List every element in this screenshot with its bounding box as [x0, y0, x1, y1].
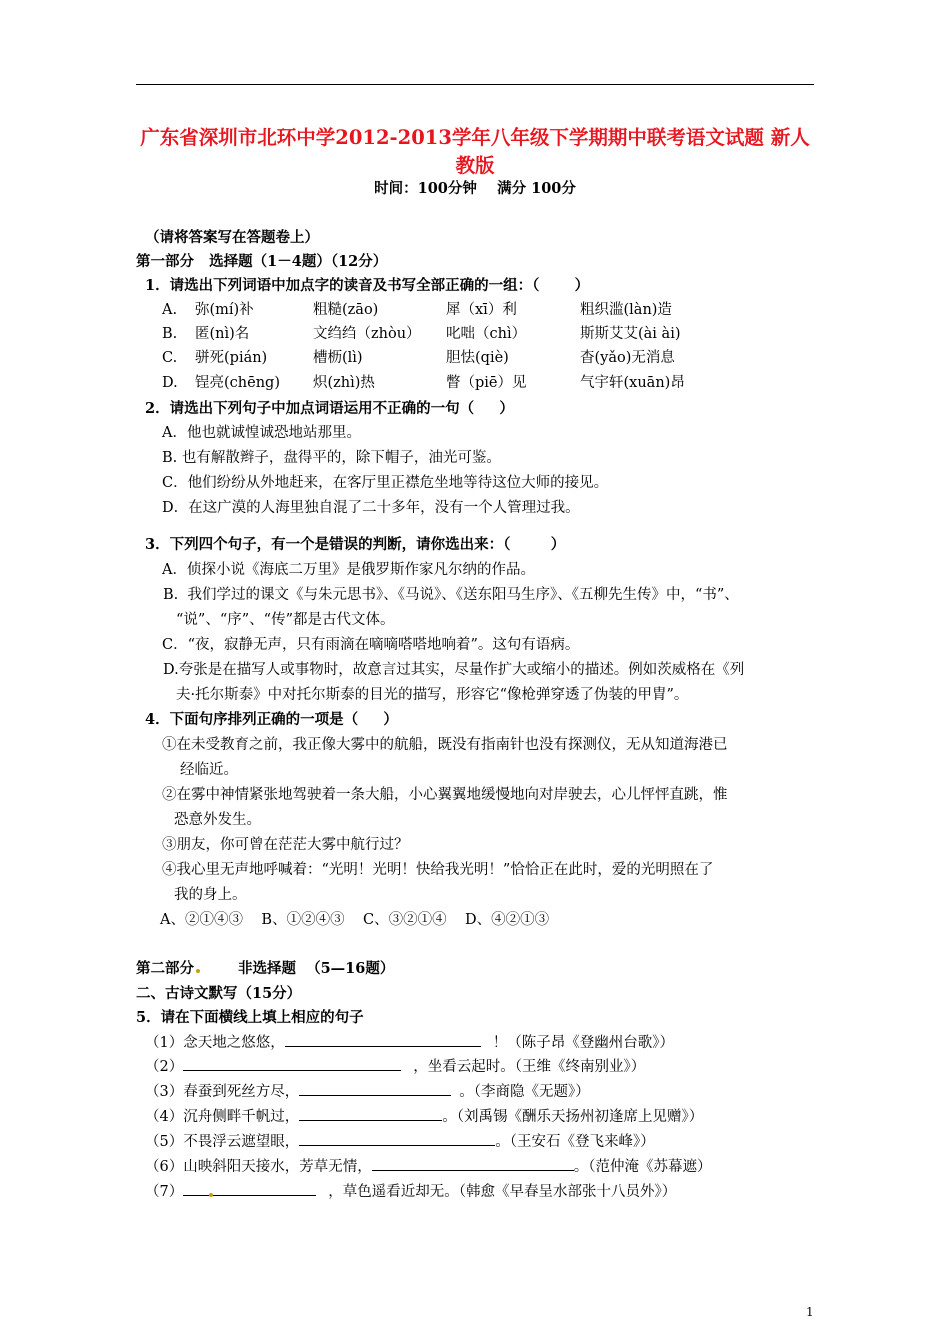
section-heading: 二、古诗文默写（15分）: [136, 985, 302, 1002]
answer-blank-3[interactable]: [299, 1082, 451, 1096]
q1-a-2: 粗糙(zāo): [313, 302, 379, 318]
q5-item-3: [145, 1082, 590, 1102]
part1-heading: 第一部分 选择题（1－4题）（12分）: [136, 253, 388, 270]
q5-item-1: [145, 1033, 674, 1053]
q5-item-7: [145, 1182, 676, 1202]
q1-letter-d: D.: [162, 375, 178, 391]
q5-item-6-prompt: （6）山映斜阳天接水，芳草无情，: [145, 1159, 372, 1175]
q2-option-b: B. 也有解散辫子，盘得平的，除下帽子，油光可鉴。: [162, 450, 501, 466]
q1-c-1: 骈死(pián): [195, 350, 268, 366]
q1-letter-c: C.: [162, 350, 178, 366]
q5-item-4: [145, 1107, 703, 1127]
q4-sentence-2-line1: ②在雾中神情紧张地驾驶着一条大船，小心翼翼地缓慢地向对岸驶去，心儿怦怦直跳，惟: [162, 787, 728, 803]
q5-item-7-source: ，草色遥看近却无。（韩愈《早春呈水部张十八员外》）: [328, 1184, 677, 1200]
q3-option-d-line2: 夫·托尔斯泰》中对托尔斯泰的目光的描写，形容它“像枪弹穿透了伪装的甲胄”。: [176, 687, 689, 703]
q5-item-3-prompt: （3）春蚕到死丝方尽，: [145, 1084, 300, 1100]
q1-a-1: 弥(mí)补: [195, 302, 254, 318]
q4-sentence-4-line2: 我的身上。: [174, 887, 247, 903]
q5-item-2-prompt: （2）: [145, 1059, 184, 1075]
stray-dot: [196, 969, 200, 973]
q2-option-c: C．他们纷纷从外地赶来，在客厅里正襟危坐地等待这位大师的接见。: [162, 475, 609, 491]
q4-sentence-3: ③朋友，你可曾在茫茫大雾中航行过？: [162, 837, 409, 853]
q1-c-4: 杳(yǎo)无消息: [580, 350, 675, 366]
q5-item-5-prompt: （5）不畏浮云遮望眼，: [145, 1134, 300, 1150]
q3-option-c: C．“夜，寂静无声，只有雨滴在嘀嘀嗒嗒地响着”。这句有语病。: [162, 637, 580, 653]
q1-b-4: 斯斯艾艾(ài ài): [580, 326, 681, 342]
q1-d-4: 气宇轩(xuān)昂: [580, 375, 685, 391]
answer-blank-2[interactable]: [183, 1057, 401, 1071]
answer-blank-5[interactable]: [299, 1132, 495, 1146]
q1-d-3: 瞥（piē）见: [446, 375, 527, 391]
answer-blank-7[interactable]: [183, 1182, 316, 1196]
q2-option-d: D．在这广漠的人海里独自混了二十多年，没有一个人管理过我。: [162, 500, 580, 516]
q1-a-4: 粗织滥(làn)造: [580, 302, 672, 318]
page-number: 1: [806, 1305, 814, 1319]
answer-blank-4[interactable]: [299, 1107, 442, 1121]
q1-b-2: 文绉绉（zhòu）: [313, 326, 421, 342]
time-info: 时间：100分钟 满分 100分: [374, 180, 576, 197]
instructions: （请将答案写在答题卷上）: [145, 229, 319, 246]
q1-b-3: 叱咄（chì）: [446, 326, 527, 342]
answer-blank-6[interactable]: [372, 1157, 574, 1171]
part2-heading: [136, 959, 394, 979]
q1-b-1: 匿(nì)名: [195, 326, 250, 342]
part2-heading-subtitle: 非选择题 （5—16题）: [238, 960, 395, 977]
q5-item-1-source: ！（陈子昂《登幽州台歌》）: [492, 1035, 674, 1051]
q3-option-b-line2: “说”、“序”、“传”都是古代文体。: [176, 612, 395, 628]
answer-blank-1[interactable]: [285, 1033, 481, 1047]
q1-stem: 1．请选出下列词语中加点字的读音及书写全部正确的一组：（ ）: [145, 277, 590, 294]
top-rule: [136, 84, 814, 85]
q3-stem: 3．下列四个句子，有一个是错误的判断，请你选出来：（ ）: [145, 536, 566, 553]
q5-item-6: [145, 1157, 711, 1177]
q1-c-2: 槽枥(lì): [313, 350, 363, 366]
part2-heading-label: 第二部分: [136, 960, 194, 977]
q2-option-a: A．他也就诚惶诚恐地站那里。: [162, 425, 361, 441]
q3-option-a: A．侦探小说《海底二万里》是俄罗斯作家凡尔纳的作品。: [162, 562, 535, 578]
q5-item-3-source: 。（李商隐《无题》）: [459, 1084, 590, 1100]
q5-item-2: [145, 1057, 645, 1077]
q1-a-3: 犀（xī）利: [446, 302, 517, 318]
q5-item-5-source: 。（王安石《登飞来峰》）: [495, 1134, 655, 1150]
q4-sentence-4-line1: ④我心里无声地呼喊着：“光明！光明！快给我光明！”恰恰正在此时，爱的光明照在了: [162, 862, 714, 878]
q4-sentence-2-line2: 恐意外发生。: [174, 812, 261, 828]
stray-dot-2: [209, 1193, 213, 1197]
exam-title: 广东省深圳市北环中学2012-2013学年八年级下学期期中联考语文试题 新人教版: [140, 126, 810, 177]
q4-stem: 4．下面句序排列正确的一项是（ ）: [145, 711, 398, 728]
q1-letter-b: B.: [162, 326, 178, 342]
q4-sentence-1-line1: ①在未受教育之前，我正像大雾中的航船，既没有指南针也没有探测仪，无从知道海港已: [162, 737, 728, 753]
q1-d-2: 炽(zhì)热: [313, 375, 375, 391]
q5-item-1-prompt: （1）念天地之悠悠，: [145, 1035, 285, 1051]
q5-item-7-prompt: （7）: [145, 1184, 184, 1200]
q3-option-d-line1: D.夸张是在描写人或事物时，故意言过其实，尽量作扩大或缩小的描述。例如茨威格在《列: [163, 662, 745, 678]
q1-d-1: 锃亮(chēng): [195, 375, 280, 391]
q5-item-4-source: 。（刘禹锡《酬乐天扬州初逢席上见赠》）: [442, 1109, 704, 1125]
q5-item-2-source: ，坐看云起时。（王维《终南别业》）: [413, 1059, 646, 1075]
q1-c-3: 胆怯(qiè): [446, 350, 509, 366]
q5-item-5: [145, 1132, 655, 1152]
q3-option-b-line1: B. 我们学过的课文《与朱元思书》、《马说》、《送东阳马生序》、《五柳先生传》中，“书”、: [163, 587, 739, 603]
q5-item-4-prompt: （4）沉舟侧畔千帆过，: [145, 1109, 300, 1125]
q4-sentence-1-line2: 经临近。: [180, 762, 238, 778]
q2-stem: 2．请选出下列句子中加点词语运用不正确的一句（ ）: [145, 400, 514, 417]
q4-options: A、②①④③ B、①②④③ C、③②①④ D、④②①③: [160, 912, 550, 928]
q5-item-6-source: 。（范仲淹《苏幕遮）: [573, 1159, 712, 1175]
q5-stem: 5．请在下面横线上填上相应的句子: [136, 1009, 364, 1026]
q1-letter-a: A.: [162, 302, 178, 318]
